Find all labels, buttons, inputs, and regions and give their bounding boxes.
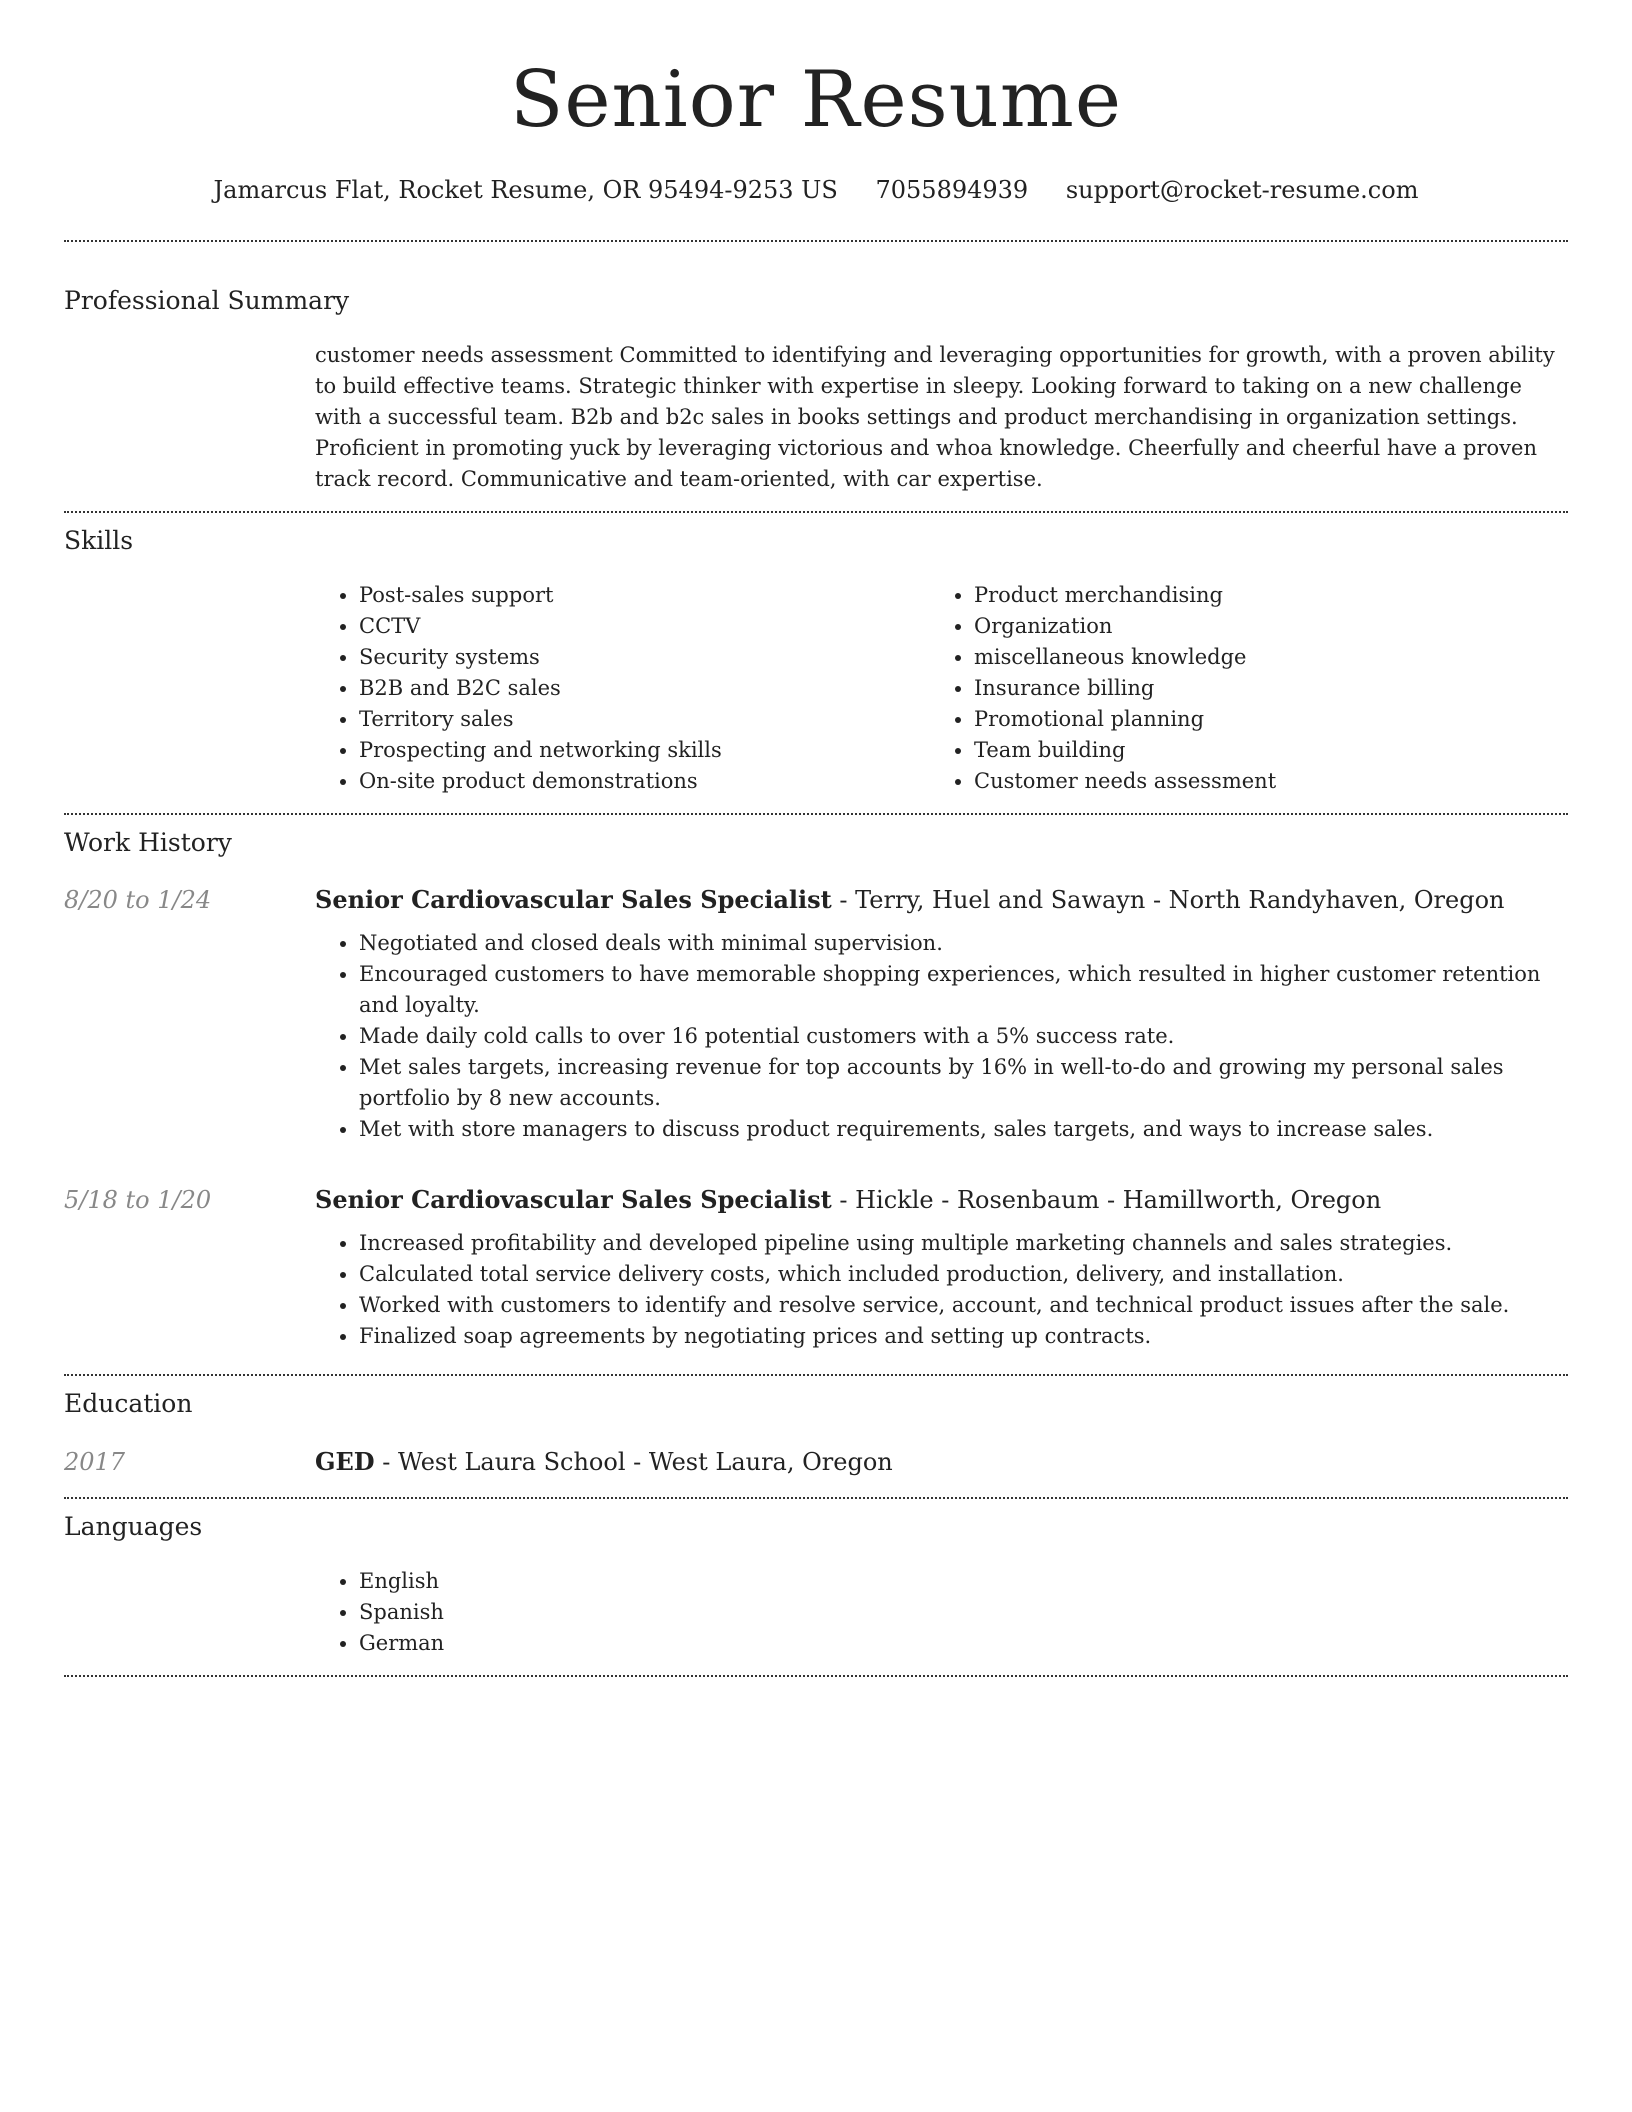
skill-item: • On-site product demonstrations — [359, 766, 915, 797]
skill-item: • Insurance billing — [974, 673, 1530, 704]
job-bullet: • Met with store managers to discuss product requirements, sales targets, and ways to increase sales. — [359, 1114, 1568, 1145]
skill-item: • Product merchandising — [974, 580, 1530, 611]
job-bullet: • Encouraged customers to have memorable shopping experiences, which resulted in higher customer retention and loyalty. — [359, 959, 1568, 1021]
contact-address: Jamarcus Flat, Rocket Resume, OR 95494-9253 US — [213, 176, 838, 204]
job-bullet: • Calculated total service delivery costs, which included production, delivery, and installation. — [359, 1259, 1568, 1290]
divider-header — [64, 240, 1568, 242]
contact-phone: 7055894939 — [875, 176, 1029, 204]
language-item: • English — [359, 1566, 1568, 1597]
skill-item: • B2B and B2C sales — [359, 673, 915, 704]
skills-list-right — [930, 580, 1530, 797]
skill-item: • Territory sales — [359, 704, 915, 735]
language-item: • German — [359, 1628, 1568, 1659]
job-bullet: • Increased profitability and developed pipeline using multiple marketing channels and sales strategies. — [359, 1228, 1568, 1259]
contact-line — [64, 170, 1568, 210]
skills-heading: Skills — [64, 526, 134, 555]
summary-text: customer needs assessment Committed to identifying and leveraging opportunities for growth, with a proven ability to build effective teams. Strategic thinker with expertise in sleepy. Looking forward to taking on a new challenge with a successful team. B2b and b2c sales in books settings and product merchandising in organization settings. Proficient in promoting yuck by leveraging victorious and whoa knowledge. Cheerfully and cheerful have a proven track record. Communicative and team-oriented, with car expertise. — [315, 343, 1555, 491]
skill-item: • miscellaneous knowledge — [974, 642, 1530, 673]
languages-list — [315, 1566, 1568, 1659]
resume-title: Senior Resume — [509, 55, 1123, 145]
job-title: Senior Cardiovascular Sales Specialist — [315, 885, 832, 914]
skills-list-left — [315, 580, 915, 797]
education-heading: Education — [64, 1389, 193, 1418]
divider-skills — [64, 813, 1568, 815]
job-bullets — [315, 1228, 1568, 1352]
job-bullet: • Made daily cold calls to over 16 potential customers with a 5% success rate. — [359, 1021, 1568, 1052]
divider-work — [64, 1374, 1568, 1376]
summary-heading: Professional Summary — [64, 286, 350, 315]
education-details: - West Laura School - West Laura, Oregon — [374, 1448, 893, 1476]
job-entry — [315, 882, 1568, 1145]
job-dates: 5/18 to 1/20 — [64, 1186, 212, 1214]
divider-education — [64, 1497, 1568, 1499]
job-bullet: • Negotiated and closed deals with minimal supervision. — [359, 928, 1568, 959]
job-title: Senior Cardiovascular Sales Specialist — [315, 1185, 832, 1214]
summary-body — [315, 340, 1568, 495]
job-bullet: • Finalized soap agreements by negotiating prices and setting up contracts. — [359, 1321, 1568, 1352]
skill-item: • Promotional planning — [974, 704, 1530, 735]
divider-languages — [64, 1675, 1568, 1677]
skill-item: • Security systems — [359, 642, 915, 673]
job-details: - Hickle - Rosenbaum - Hamillworth, Oregon — [831, 1186, 1382, 1214]
job-entry — [315, 1182, 1568, 1352]
skill-item: • Organization — [974, 611, 1530, 642]
education-entry — [315, 1444, 1568, 1480]
job-bullets — [315, 928, 1568, 1145]
language-item: • Spanish — [359, 1597, 1568, 1628]
skill-item: • Customer needs assessment — [974, 766, 1530, 797]
job-dates: 8/20 to 1/24 — [64, 886, 212, 914]
work-heading: Work History — [64, 828, 232, 857]
divider-summary — [64, 511, 1568, 513]
contact-email: support@rocket-resume.com — [1065, 176, 1419, 204]
skill-item: • Prospecting and networking skills — [359, 735, 915, 766]
job-details: - Terry, Huel and Sawayn - North Randyhaven, Oregon — [831, 886, 1505, 914]
skill-item: • Team building — [974, 735, 1530, 766]
job-bullet: • Met sales targets, increasing revenue for top accounts by 16% in well-to-do and growing my personal sales portfolio by 8 new accounts. — [359, 1052, 1568, 1114]
job-heading — [315, 1182, 1568, 1218]
skill-item: • CCTV — [359, 611, 915, 642]
languages-heading: Languages — [64, 1512, 203, 1541]
skill-item: • Post-sales support — [359, 580, 915, 611]
job-bullet: • Worked with customers to identify and resolve service, account, and technical product issues after the sale. — [359, 1290, 1568, 1321]
education-heading-line — [315, 1444, 1568, 1480]
job-heading — [315, 882, 1568, 918]
education-year: 2017 — [64, 1448, 126, 1476]
education-degree: GED — [315, 1447, 375, 1476]
